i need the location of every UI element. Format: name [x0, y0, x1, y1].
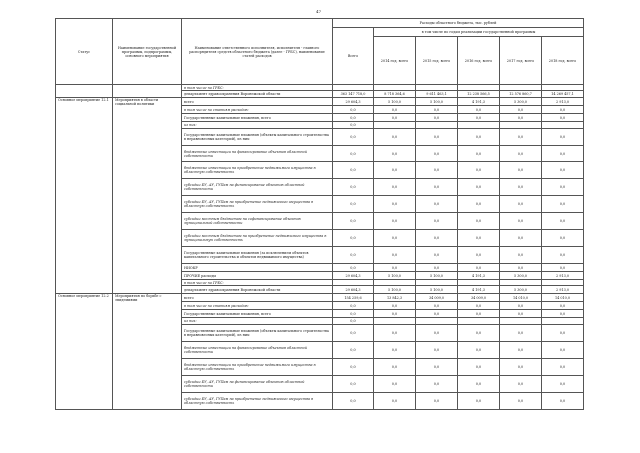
- row-value: 0,0: [542, 247, 584, 264]
- row-label: Государственные капитальные вложения, всего: [182, 114, 333, 122]
- row-label: субсидии БУ, АУ, ГУПам на приобретение недвижимого имущества в областную собственность: [182, 393, 333, 410]
- row-value: 0,0: [333, 264, 374, 272]
- row-value: 5 300,0: [500, 286, 542, 294]
- row-value: 8 718 364,6: [374, 91, 416, 98]
- row-value: 5 100,0: [416, 98, 458, 106]
- row-value: 0,0: [542, 106, 584, 114]
- row-value: 0,0: [542, 196, 584, 213]
- row-value: 0,0: [416, 393, 458, 410]
- row-value: 0,0: [333, 359, 374, 376]
- row-program: Мероприятия в области социальной политики: [113, 98, 182, 294]
- row-value: 0,0: [500, 146, 542, 162]
- row-value: 0,0: [333, 247, 374, 264]
- row-status: Основное мероприятие 12.2: [56, 294, 113, 410]
- row-status-empty: [56, 85, 113, 98]
- row-value: 0,0: [500, 393, 542, 410]
- row-label: всего: [182, 294, 333, 302]
- row-label: из них:: [182, 122, 333, 129]
- row-value: 0,0: [542, 162, 584, 179]
- row-value: 0,0: [458, 247, 500, 264]
- row-value: 0,0: [374, 213, 416, 230]
- row-value: 0,0: [500, 230, 542, 247]
- row-value: 5 100,0: [416, 286, 458, 294]
- row-program-empty: [113, 85, 182, 98]
- row-value: 0,0: [374, 146, 416, 162]
- row-program: Мероприятия по борьбе с эпидемиями: [113, 294, 182, 410]
- row-value: 0,0: [458, 393, 500, 410]
- row-value: 0,0: [500, 213, 542, 230]
- row-label: субсидии БУ, АУ, ГУПам на финансирование объектов областной собственности: [182, 376, 333, 393]
- row-value: 5 100,0: [374, 98, 416, 106]
- row-value: 0,0: [542, 359, 584, 376]
- row-label: Государственные капитальные вложения (объекты капитального строительства в неравновесных категорий), из них:: [182, 129, 333, 146]
- row-label: Государственные капитальные вложения (за исключением объектов капитального строительства и объектов недвижимого имущества): [182, 247, 333, 264]
- row-label: НИОКР: [182, 264, 333, 272]
- row-value: 0,0: [542, 325, 584, 342]
- row-value: 0,0: [542, 213, 584, 230]
- row-value: 0,0: [458, 230, 500, 247]
- row-label: бюджетные инвестиции на приобретение недвижимого имущества в областную собственность: [182, 359, 333, 376]
- row-value: 0,0: [500, 310, 542, 318]
- row-value: 0,0: [500, 342, 542, 359]
- row-value: 0,0: [333, 179, 374, 196]
- row-value: [458, 122, 500, 129]
- row-status: Основное мероприятие 12.1: [56, 98, 113, 294]
- row-value: 0,0: [542, 393, 584, 410]
- row-value: 0,0: [500, 114, 542, 122]
- row-value: 0,0: [416, 342, 458, 359]
- row-value: 2 913,0: [542, 286, 584, 294]
- row-value: 0,0: [458, 325, 500, 342]
- row-value: 0,0: [374, 393, 416, 410]
- row-value: [500, 122, 542, 129]
- row-value: 0,0: [416, 196, 458, 213]
- row-value: 0,0: [333, 196, 374, 213]
- row-value: 0,0: [374, 302, 416, 310]
- row-value: 5 100,0: [374, 286, 416, 294]
- row-value: 9 611 463,1: [416, 91, 458, 98]
- row-value: 0,0: [416, 359, 458, 376]
- row-value: 0,0: [374, 196, 416, 213]
- row-value: 0,0: [500, 264, 542, 272]
- row-value: 0,0: [374, 106, 416, 114]
- row-value: 0,0: [500, 106, 542, 114]
- row-value: 0,0: [458, 342, 500, 359]
- row-value: 0,0: [458, 196, 500, 213]
- row-value: 0,0: [500, 325, 542, 342]
- row-value: 0,0: [458, 310, 500, 318]
- row-value: 0,0: [333, 106, 374, 114]
- row-value: 0,0: [458, 213, 500, 230]
- row-value: 0,0: [416, 325, 458, 342]
- row-value: 0,0: [542, 302, 584, 310]
- row-label: в том числе по статьям расходов:: [182, 302, 333, 310]
- row-value: 0,0: [458, 179, 500, 196]
- row-value: 0,0: [416, 376, 458, 393]
- header-year: 2018 год, всего: [542, 37, 584, 85]
- row-value: 0,0: [416, 106, 458, 114]
- header-total: Всего: [333, 28, 374, 85]
- row-value: 0,0: [500, 302, 542, 310]
- row-value: 0,0: [416, 247, 458, 264]
- row-value: 0,0: [542, 179, 584, 196]
- row-value: 0,0: [374, 325, 416, 342]
- row-value: 0,0: [542, 310, 584, 318]
- row-value: 5 300,0: [500, 98, 542, 106]
- row-value: 0,0: [458, 264, 500, 272]
- row-value: 0,0: [374, 310, 416, 318]
- row-value: 0,0: [374, 376, 416, 393]
- row-value: 0,0: [416, 114, 458, 122]
- row-value: 0,0: [416, 129, 458, 146]
- budget-table: [55, 18, 584, 410]
- row-value: 0,0: [458, 359, 500, 376]
- row-label: бюджетные инвестиции на финансирование объектов областной собственности: [182, 342, 333, 359]
- row-value: 2 913,0: [542, 272, 584, 280]
- row-label: субсидии БУ, АУ, ГУПам на приобретение недвижимого имущества в областную собственность: [182, 196, 333, 213]
- row-value: 0,0: [333, 393, 374, 410]
- row-value: 12 576 860,7: [500, 91, 542, 98]
- row-value: 34 009,0: [416, 294, 458, 302]
- row-value: 0,0: [333, 162, 374, 179]
- row-label: бюджетные инвестиции на финансирование объектов областной собственности: [182, 146, 333, 162]
- row-value: 0,0: [333, 325, 374, 342]
- row-value: [500, 318, 542, 325]
- row-value: [542, 122, 584, 129]
- row-value: 0,0: [333, 310, 374, 318]
- row-value: 363 147 718,0: [333, 91, 374, 98]
- row-label: в том числе по статьям расходов:: [182, 106, 333, 114]
- row-value: 0,0: [374, 247, 416, 264]
- row-value: 0,0: [374, 359, 416, 376]
- row-label: ПРОЧИЕ расходы: [182, 272, 333, 280]
- header-year: 2016 год, всего: [458, 37, 500, 85]
- row-value: 0,0: [416, 179, 458, 196]
- table-header: [56, 19, 584, 85]
- row-value: 14 010,0: [542, 294, 584, 302]
- row-value: 0,0: [542, 129, 584, 146]
- row-value: 4 191,3: [458, 272, 500, 280]
- row-value: 0,0: [458, 376, 500, 393]
- row-label: в том числе по ГРБС:: [182, 85, 333, 91]
- row-value: 0,0: [542, 230, 584, 247]
- row-value: 29 604,3: [333, 286, 374, 294]
- row-value: 0,0: [416, 264, 458, 272]
- row-value: 2 913,0: [542, 98, 584, 106]
- row-value: 0,0: [542, 146, 584, 162]
- row-value: 13 842,3: [374, 294, 416, 302]
- row-value: 0,0: [542, 376, 584, 393]
- row-value: 0,0: [458, 129, 500, 146]
- row-value: 4 191,3: [458, 286, 500, 294]
- row-value: 0,0: [542, 342, 584, 359]
- row-label: Государственные капитальные вложения (объекты капитального строительства в неравновесных категорий), из них:: [182, 325, 333, 342]
- row-value: 0,0: [458, 302, 500, 310]
- row-value: 0,0: [416, 146, 458, 162]
- row-value: 5 100,0: [416, 272, 458, 280]
- row-value: 0,0: [333, 302, 374, 310]
- row-value: 0,0: [333, 230, 374, 247]
- row-value: 0,0: [500, 196, 542, 213]
- row-label: в том числе по ГРБС:: [182, 280, 333, 286]
- row-value: 0,0: [500, 376, 542, 393]
- row-value: 0,0: [333, 114, 374, 122]
- row-value: 0,0: [416, 162, 458, 179]
- row-value: 34 009,0: [458, 294, 500, 302]
- row-label: бюджетные инвестиции на приобретение недвижимого имущества в областную собственность: [182, 162, 333, 179]
- row-label: всего: [182, 98, 333, 106]
- row-value: 0,0: [458, 114, 500, 122]
- row-value: 0,0: [416, 302, 458, 310]
- row-label: департамент здравоохранения Воронежской области: [182, 91, 333, 98]
- row-value: 0,0: [333, 342, 374, 359]
- row-value: 29 604,3: [333, 272, 374, 280]
- row-value: 0,0: [500, 162, 542, 179]
- row-value: [416, 122, 458, 129]
- row-value: 0,0: [374, 114, 416, 122]
- row-value: 0,0: [542, 264, 584, 272]
- header-status: Статус: [56, 19, 113, 85]
- row-value: 0,0: [333, 213, 374, 230]
- row-value: 0,0: [374, 342, 416, 359]
- header-year: 2014 год, всего: [374, 37, 416, 85]
- row-value: 0,0: [374, 129, 416, 146]
- row-value: 0,0: [374, 162, 416, 179]
- row-label: из них:: [182, 318, 333, 325]
- header-year: 2017 год, всего: [500, 37, 542, 85]
- row-label: субсидии местным бюджетам на приобретение недвижимого имущества в муниципальную собственность: [182, 230, 333, 247]
- table-row: [56, 294, 584, 302]
- row-value: 0,0: [333, 129, 374, 146]
- page-number: 47: [316, 9, 322, 14]
- header-year: 2015 год, всего: [416, 37, 458, 85]
- row-value: 0,0: [500, 247, 542, 264]
- table-body: [56, 85, 584, 410]
- row-value: 29 604,3: [333, 98, 374, 106]
- row-label: Государственные капитальные вложения, всего: [182, 310, 333, 318]
- row-value: [416, 318, 458, 325]
- row-value: 0,0: [374, 230, 416, 247]
- row-value: 0,0: [500, 179, 542, 196]
- row-value: 0,0: [333, 122, 374, 129]
- row-value: 0,0: [333, 146, 374, 162]
- row-value: 0,0: [500, 129, 542, 146]
- table-row: [56, 98, 584, 106]
- row-value: 0,0: [416, 310, 458, 318]
- row-value: 154 259,6: [333, 294, 374, 302]
- row-value: 0,0: [458, 146, 500, 162]
- row-value: 0,0: [374, 179, 416, 196]
- row-value: 0,0: [416, 230, 458, 247]
- row-value: 0,0: [333, 376, 374, 393]
- row-value: 12 238 566,5: [458, 91, 500, 98]
- row-value: [374, 318, 416, 325]
- row-value: 0,0: [333, 318, 374, 325]
- row-value: 0,0: [542, 114, 584, 122]
- row-value: 14 269 457,1: [542, 91, 584, 98]
- row-value: 5 100,0: [374, 272, 416, 280]
- row-value: [542, 318, 584, 325]
- header-years-group: в том числе по годам реализации государственной программы: [374, 28, 584, 37]
- row-value: 0,0: [374, 264, 416, 272]
- header-recipient: Наименование ответственного исполнителя, исполнителя - главного распорядителя средств областного бюджета (далее - ГРБС), наименование статей расходов: [182, 19, 333, 85]
- header-total-group: Расходы областного бюджета, тыс. рублей: [333, 19, 584, 28]
- row-value: 4 191,3: [458, 98, 500, 106]
- header-program: Наименование государственной программы, подпрограммы, основного мероприятия: [113, 19, 182, 85]
- row-value: 0,0: [458, 162, 500, 179]
- row-value: 14 010,0: [500, 294, 542, 302]
- row-value: 0,0: [458, 106, 500, 114]
- row-value: 5 300,0: [500, 272, 542, 280]
- row-value: 0,0: [500, 359, 542, 376]
- row-value: 0,0: [416, 213, 458, 230]
- row-value: [374, 122, 416, 129]
- row-value: [458, 318, 500, 325]
- row-label: субсидии БУ, АУ, ГУПам на финансирование объектов областной собственности: [182, 179, 333, 196]
- row-label: субсидии местным бюджетам на софинансирование объектов муниципальной собственности: [182, 213, 333, 230]
- row-label: департамент здравоохранения Воронежской области: [182, 286, 333, 294]
